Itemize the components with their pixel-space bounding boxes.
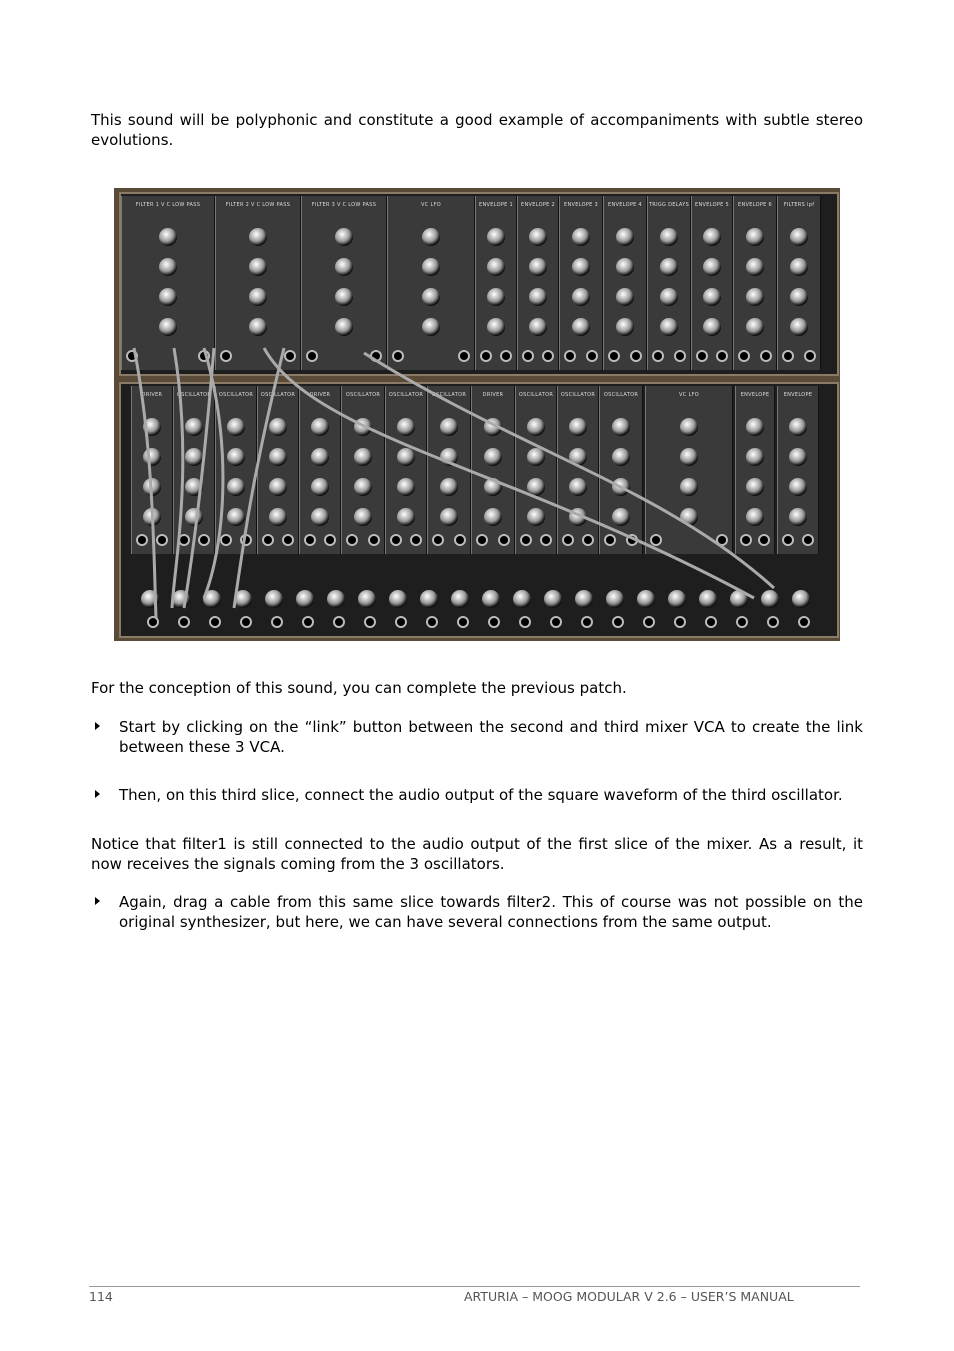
paragraph-conception: For the conception of this sound, you can complete the previous patch. xyxy=(91,679,627,697)
module-label: ENVELOPE 5 xyxy=(695,202,729,208)
footer-title: ARTURIA – MOOG MODULAR V 2.6 – USER’S MANUAL xyxy=(464,1289,794,1304)
patch-cable[interactable] xyxy=(364,353,774,588)
page-number: 114 xyxy=(89,1289,113,1304)
bullet-connect-square: Then, on this third slice, connect the audio output of the square waveform of the third oscillator. xyxy=(91,785,863,805)
module-label: ENVELOPE 4 xyxy=(608,202,642,208)
module-label: ENVELOPE 6 xyxy=(738,202,772,208)
module-label: OSCILLATOR xyxy=(431,392,467,398)
patch-cable[interactable] xyxy=(184,348,214,608)
module-label: DRIVER xyxy=(309,392,331,398)
paragraph-notice: Notice that filter1 is still connected to the audio output of the first slice of the mixer. As a result, it now receives the signals coming from the 3 oscillators. xyxy=(91,835,863,873)
bullet-link-button: Start by clicking on the “link” button between the second and third mixer VCA to create the link between these 3 VCA. xyxy=(91,717,863,757)
module-label: VC LFO xyxy=(421,202,441,208)
module-label: ENVELOPE 3 xyxy=(564,202,598,208)
bullet-arrow-icon xyxy=(95,722,100,730)
module-label: FILTER 1 V C LOW PASS xyxy=(135,202,201,208)
module-label: OSCILLATOR xyxy=(560,392,596,398)
intro-paragraph: This sound will be polyphonic and constitute a good example of accompaniments with subtle stereo evolutions. xyxy=(91,111,863,149)
bullet-arrow-icon xyxy=(95,790,100,798)
bullet-arrow-icon xyxy=(95,897,100,905)
module-label: DRIVER xyxy=(482,392,504,398)
module-label: ENVELOPE xyxy=(783,392,813,398)
module-label: VC LFO xyxy=(679,392,699,398)
module-label: OSCILLATOR xyxy=(518,392,554,398)
moog-modular-patch-figure xyxy=(114,188,840,641)
module-label: FILTERS lpf xyxy=(783,202,815,208)
module-label: TRIGG DELAYS xyxy=(648,202,690,208)
module-label: OSCILLATOR xyxy=(603,392,639,398)
patch-cable[interactable] xyxy=(134,348,156,618)
module-label: FILTER 2 V C LOW PASS xyxy=(225,202,291,208)
module-label: OSCILLATOR xyxy=(176,392,212,398)
module-label: OSCILLATOR xyxy=(388,392,424,398)
module-label: ENVELOPE xyxy=(740,392,770,398)
patch-cable[interactable] xyxy=(234,348,284,608)
module-label: OSCILLATOR xyxy=(345,392,381,398)
patch-cable[interactable] xyxy=(204,348,223,598)
footer-divider xyxy=(89,1286,860,1287)
module-label: OSCILLATOR xyxy=(260,392,296,398)
module-label: ENVELOPE 2 xyxy=(521,202,555,208)
patch-cable[interactable] xyxy=(264,348,754,598)
module-label: OSCILLATOR xyxy=(218,392,254,398)
bullet-drag-cable: Again, drag a cable from this same slice towards filter2. This of course was not possible on the original synthesizer, but here, we can have several connections from the same output. xyxy=(91,892,863,932)
patch-cables xyxy=(114,188,840,641)
module-label: ENVELOPE 1 xyxy=(479,202,513,208)
patch-cable[interactable] xyxy=(172,348,183,608)
module-label: FILTER 3 V C LOW PASS xyxy=(311,202,377,208)
module-label: DRIVER xyxy=(141,392,163,398)
